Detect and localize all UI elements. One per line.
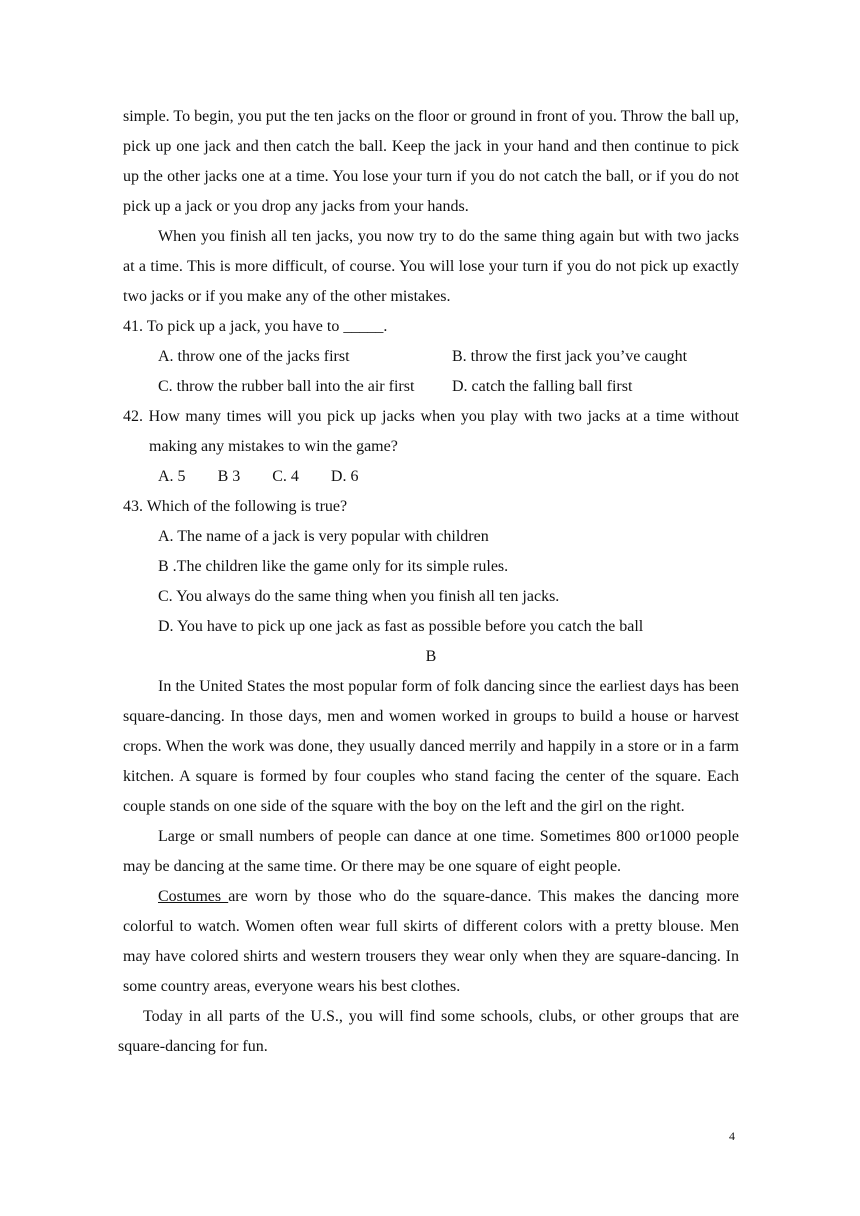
page-content [118, 102, 739, 1062]
question-43-option-b: B .The children like the game only for its simple rules. [158, 558, 509, 575]
question-43-option-d: D. You have to pick up one jack as fast as possible before you catch the ball [158, 618, 644, 635]
question-41 [123, 312, 739, 402]
question-42-option-c: C. 4 [272, 468, 299, 485]
question-43 [123, 492, 739, 642]
question-41-option-c: C. throw the rubber ball into the air first [158, 378, 415, 395]
passage-b-paragraph-1: In the United States the most popular form of folk dancing since the earliest days has been square-dancing. In those days, men and women worked in groups to build a house or harvest crops. When the work was done, they usually danced merrily and happily in a store or in a farm kitchen. A square is formed by four couples who stand facing the center of the square. Each couple stands on one side of the square with the boy on the left and the girl on the right. [123, 678, 739, 815]
page-number: 4 [729, 1129, 735, 1143]
question-42-option-b: B 3 [217, 468, 241, 485]
question-41-option-a: A. throw one of the jacks first [158, 348, 350, 365]
question-42 [123, 402, 739, 492]
question-42-option-d: D. 6 [330, 468, 359, 485]
question-41-stem: 41. To pick up a jack, you have to _____. [123, 318, 388, 335]
passage-a-paragraph-1: simple. To begin, you put the ten jacks on the floor or ground in front of you. Throw the ball up, pick up one jack and then catch the ball. Keep the jack in your hand and then continue to pick up the other jacks one at a time. You lose your turn if you do not catch the ball, or if you do not pick up a jack or you drop any jacks from your hands. [123, 108, 739, 215]
passage-b-paragraph-4: Today in all parts of the U.S., you will find some schools, clubs, or other groups that are square-dancing for fun. [118, 1008, 739, 1055]
question-43-option-c: C. You always do the same thing when you finish all ten jacks. [158, 588, 560, 605]
question-43-stem: 43. Which of the following is true? [123, 498, 348, 515]
question-41-option-b: B. throw the first jack you’ve caught [452, 348, 688, 365]
question-42-options [123, 462, 739, 492]
question-41-options-row-1 [123, 342, 739, 372]
passage-b-paragraph-2: Large or small numbers of people can dance at one time. Sometimes 800 or1000 people may be dancing at the same time. Or there may be one square of eight people. [123, 828, 739, 875]
underlined-word-costumes: Costumes [158, 888, 229, 905]
question-43-option-a: A. The name of a jack is very popular with children [158, 528, 489, 545]
passage-b-heading: B [425, 648, 437, 665]
passage-a-paragraph-2: When you finish all ten jacks, you now try to do the same thing again but with two jacks at a time. This is more difficult, of course. You will lose your turn if you do not pick up exactly two jacks or if you make any of the other mistakes. [123, 228, 739, 305]
question-41-option-d: D. catch the falling ball first [452, 378, 633, 395]
question-41-options-row-2 [123, 372, 739, 402]
question-42-option-a: A. 5 [158, 468, 186, 485]
passage-b-paragraph-3 [123, 882, 739, 1002]
passage-b-paragraph-3-text: are worn by those who do the square-dance. This makes the dancing more colorful to watch. Women often wear full skirts of different colors with a pretty blouse. Men may have colored shirts and western trousers they wear only when they are square-dancing. In some country areas, everyone wears his best clothes. [123, 888, 739, 995]
question-42-stem: 42. How many times will you pick up jacks when you play with two jacks at a time without making any mistakes to win the game? [123, 408, 739, 455]
